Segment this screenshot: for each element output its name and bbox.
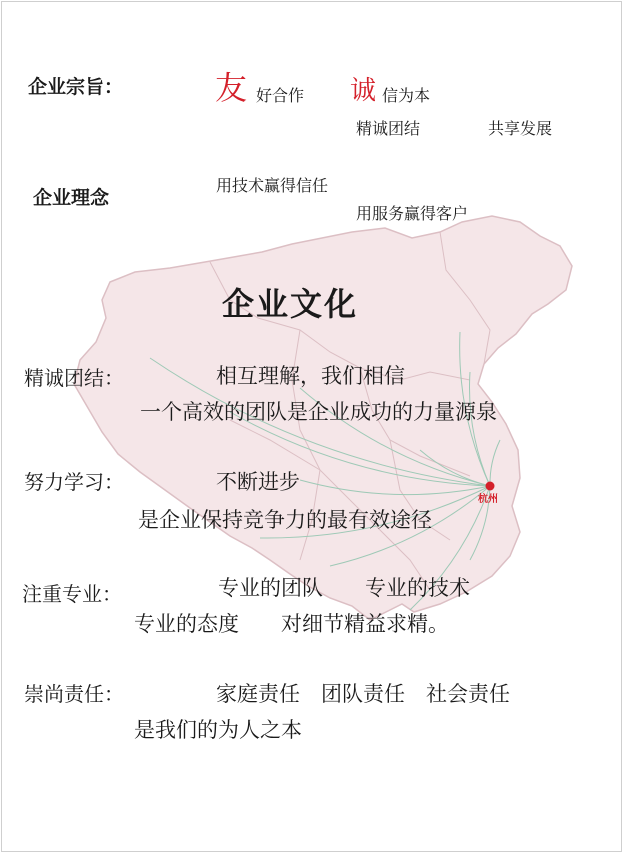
section-line1: 不断进步 (216, 470, 300, 494)
section-line2: 专业的态度 对细节精益求精。 (134, 612, 449, 636)
philosophy-line2: 用服务赢得客户 (356, 204, 469, 223)
purpose-line2-a: 精诚团结 (356, 119, 421, 138)
section-line1: 家庭责任 团队责任 社会责任 (216, 682, 510, 706)
purpose-cheng-rest: 信为本 (382, 86, 431, 105)
section-heading: 注重专业： (22, 582, 122, 606)
purpose-heading: 企业宗旨： (28, 76, 124, 98)
philosophy-line1: 用技术赢得信任 (216, 176, 329, 195)
hangzhou-marker (486, 482, 495, 491)
section-line2: 一个高效的团队是企业成功的力量源泉 (140, 400, 497, 424)
purpose-cheng-char: 诚 (350, 76, 377, 106)
section-line2: 是我们的为人之本 (134, 718, 302, 742)
section-heading: 精诚团结： (24, 366, 124, 390)
purpose-you-rest: 好合作 (256, 86, 305, 105)
city-label: 杭州 (478, 494, 498, 505)
culture-title: 企业文化 (222, 285, 359, 323)
section-heading: 崇尚责任： (24, 682, 124, 706)
section-line1: 相互理解，我们相信 (216, 364, 405, 388)
section-line2: 是企业保持竞争力的最有效途径 (138, 508, 432, 532)
purpose-you-char: 友 (215, 69, 248, 107)
section-line1: 专业的团队 专业的技术 (218, 576, 470, 600)
purpose-line2-b: 共享发展 (488, 119, 553, 138)
section-heading: 努力学习： (24, 470, 124, 494)
philosophy-heading: 企业理念 (33, 187, 110, 209)
